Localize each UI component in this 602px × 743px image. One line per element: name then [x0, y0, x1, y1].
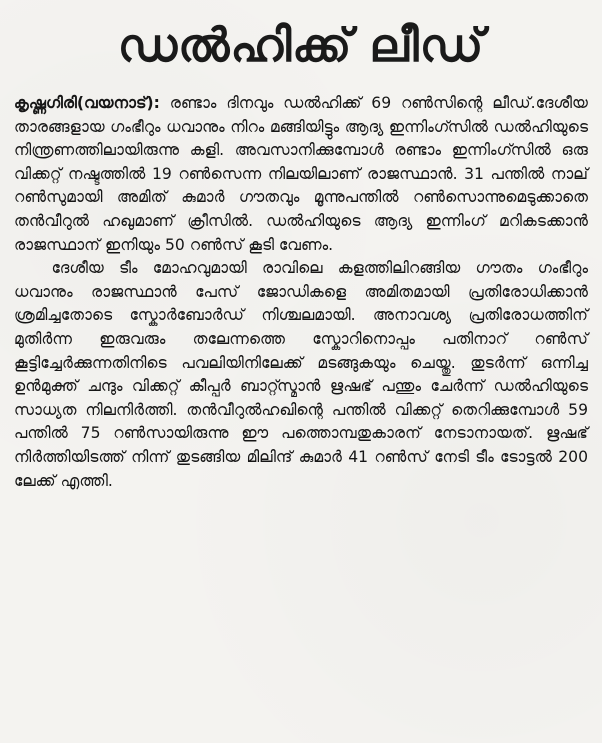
article-body	[14, 92, 588, 493]
paragraph-1-text: രണ്ടാം ദിനവും ഡൽഹിക്ക് 69 റൺസിന്റെ ലീഡ്.ദേശീയ താരങ്ങളായ ഗംഭീറും ധവാനും നിറം മങ്ങിയിട്ടും ആദ്യ ഇന്നിംഗ്സിൽ ഡൽഹിയുടെ നിന്ത്രണത്തിലായിരുന്നു കളി. അവസാനിക്കുമ്പോൾ രണ്ടാം ഇന്നിംഗ്സിൽ ഒരു വിക്കറ്റ് നഷ്ടത്തിൽ 19 റൺസെന്ന നിലയിലാണ് രാജസ്ഥാൻ. 31 പന്തിൽ നാല് റൺസുമായി അമിത് കുമാർ ഗൗതവും മൂന്നുപന്തിൽ റൺസൊന്നുമെടുക്കാതെ തൻവീറുൽ ഹഖുമാണ് ക്രീസിൽ. ഡൽഹിയുടെ ആദ്യ ഇന്നിംഗ് മറികടക്കാൻ രാജസ്ഥാന് ഇനിയും 50 റൺസ് കൂടി വേണം.	[14, 94, 588, 254]
paragraph-2: ദേശീയ ടീം മോഹവുമായി രാവിലെ കളത്തിലിറങ്ങിയ ഗൗതം ഗംഭീറും ധവാനും രാജസ്ഥാൻ പേസ് ജോഡികളെ അമിതമായി പ്രതിരോധിക്കാൻ ശ്രമിച്ചതോടെ സ്കോർബോർഡ് നിശ്ചലമായി. അനാവശ്യ പ്രതിരോധത്തിന് മുതിർന്ന ഇരുവരും തലേന്നത്തെ സ്കോറിനൊപ്പം പതിനാറ് റൺസ് കൂട്ടിച്ചേർക്കുന്നതിനിടെ പവലിയിനിലേക്ക് മടങ്ങുകയും ചെയ്തു. തുടർന്ന് ഒന്നിച്ച ഉൻമുക്ത് ചന്ദും വിക്കറ്റ് കീപ്പർ ബാറ്റ്സ്മാൻ ഋഷഭ് പന്തും ചേർന്ന് ഡൽഹിയുടെ സാധ്യത നിലനിർത്തി. തൻവീറുൽഹഖിന്റെ പന്തിൽ വിക്കറ്റ് തെറിക്കുമ്പോൾ 59 പന്തിൽ 75 റൺസായിരുന്നു ഈ പത്തൊമ്പതുകാരന് നേടാനായത്. ഋഷഭ് നിർത്തിയിടത്ത് നിന്ന് തുടങ്ങിയ മിലിന്ദ് കുമാർ 41 റൺസ് നേടി ടീം ടോട്ടൽ 200 ലേക്ക് എത്തി.	[14, 259, 588, 490]
headline: ഡൽഹിക്ക് ലീഡ്	[117, 18, 485, 72]
dateline: കൃഷ്ണഗിരി(വയനാട്):	[14, 94, 160, 112]
paragraph-1	[14, 92, 588, 257]
